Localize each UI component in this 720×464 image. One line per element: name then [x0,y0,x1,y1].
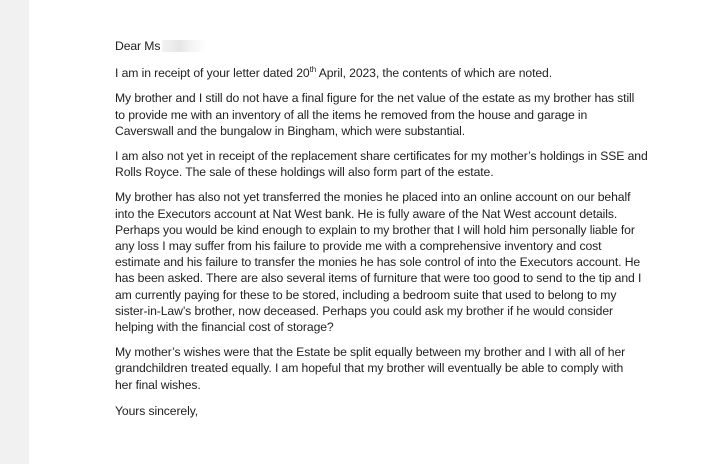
paragraph-letter-receipt [115,65,715,81]
paragraph-line: I am also not yet in receipt of the replacement share certificates for my mother’s holdings in SSE and [115,149,648,164]
paragraph-line: to provide me with an inventory of all the items he removed from the house and garage in [115,107,588,122]
paragraph-line: has been asked. There are also several items of furniture that were too good to send to the tip and I [115,271,642,286]
date-text-post: April, 2023, the contents of which are noted. [316,66,552,81]
paragraph-line: Rolls Royce. The sale of these holdings will also form part of the estate. [115,165,494,180]
redacted-name [162,40,206,52]
paragraph-line: am currently paying for these to be stored, including a bedroom suite that used to belong to my [115,287,617,302]
paragraph-line: grandchildren treated equally. I am hopeful that my brother will eventually be able to comply with [115,361,624,376]
date-ordinal: th [309,65,317,75]
paragraph-line [115,65,715,81]
paragraph-estate-value [115,90,715,139]
paragraph-line: My mother’s wishes were that the Estate be split equally between my brother and I with all of her [115,345,626,360]
paragraph-line: helping with the financial cost of storage? [115,320,334,335]
closing: Yours sincerely, [115,403,199,418]
paragraph-line: sister-in-Law’s brother, now deceased. Perhaps you could ask my brother if he would consider [115,303,613,318]
paragraph-line: into the Executors account at Nat West bank. He is fully aware of the Nat West account details. [115,206,618,221]
salutation [115,38,715,54]
letter-body [115,38,715,419]
paragraph-line: any loss I may suffer from his failure to provide me with a comprehensive inventory and cost [115,239,602,254]
paragraph-share-certificates [115,148,715,180]
date-text-pre: I am in receipt of your letter dated 20 [115,66,310,81]
salutation-text: Dear Ms [115,39,161,53]
document-page [29,0,720,464]
paragraph-line: Caverswall and the bungalow in Bingham, which were substantial. [115,123,466,138]
paragraph-monies-transfer [115,189,715,335]
paragraph-mothers-wishes [115,344,715,393]
paragraph-line: Perhaps you would be kind enough to explain to my brother that I will hold him personally liable for [115,222,635,237]
paragraph-line: her final wishes. [115,377,201,392]
paragraph-line: My brother and I still do not have a final figure for the net value of the estate as my brother has still [115,91,635,106]
paragraph-line: My brother has also not yet transferred the monies he placed into an online account on our behalf [115,190,631,205]
paragraph-line: estimate and his failure to transfer the monies he has sole control of into the Executors account. He [115,255,641,270]
